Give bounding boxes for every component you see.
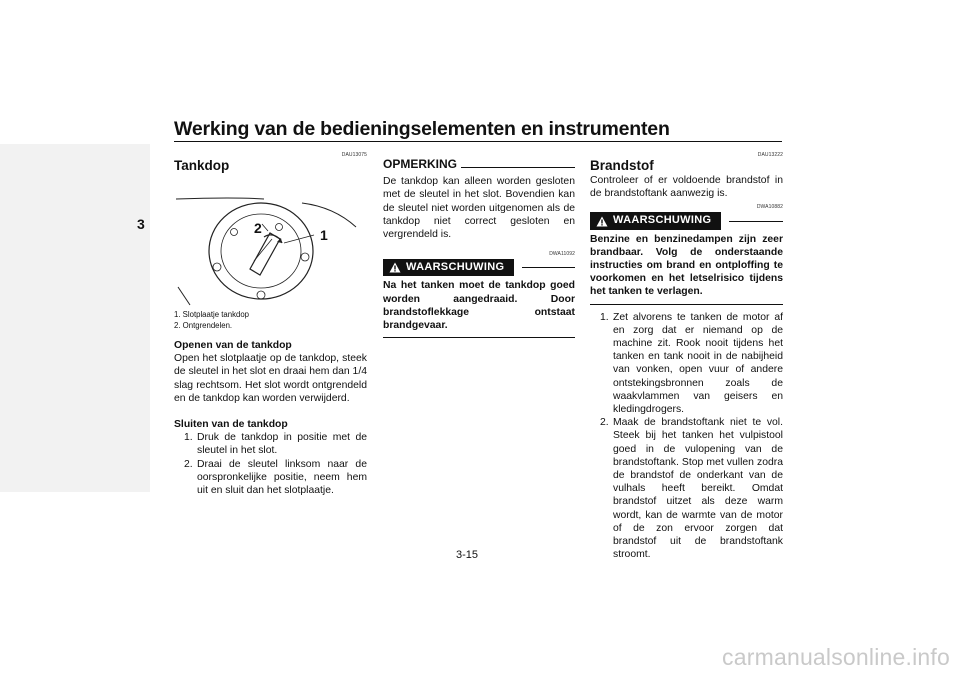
figure-captions: [174, 309, 367, 331]
caption-item: 1. Slotplaatje tankdop: [174, 310, 249, 319]
warning-rule: [522, 267, 575, 268]
fuel-cap-figure: [174, 177, 367, 307]
list-item: 1. Druk de tankdop in positie met de sleutel in het slot.: [184, 432, 367, 457]
warning-text: Benzine en benzinedampen zijn zeer brandbaar. Volg de onderstaande instructies om brand en ontploffing te voorkomen en het letselrisico tijdens het tanken te verlagen.: [590, 233, 783, 298]
page-title: Werking van de bedieningselementen en instrumenten: [174, 118, 670, 140]
intro-text: Controleer of er voldoende brandstof in de brandstoftank aanwezig is.: [590, 175, 783, 200]
warning-triangle-icon: [596, 216, 608, 227]
header-rule: [174, 141, 782, 142]
note-heading: [383, 158, 575, 171]
section-title-tankdop: Tankdop: [174, 158, 230, 173]
section-code: DAU13222: [757, 152, 783, 158]
close-heading: Sluiten van de tankdop: [174, 419, 288, 431]
warning-heading: [590, 212, 783, 229]
warning-badge: [590, 212, 721, 229]
warning-label: WAARSCHUWING: [613, 214, 712, 227]
open-text: Open het slotplaatje op de tankdop, steek de sleutel in het slot en draai hem dan 1/4 slag rechtsom. Het slot wordt ontgrendeld en de tankdop kan worden verwijderd.: [174, 353, 367, 404]
figure-callout-1: 1: [320, 227, 328, 243]
figure-callout-2: 2: [254, 220, 262, 236]
caption-item: 2. Ontgrendelen.: [174, 321, 233, 330]
warning-text: Na het tanken moet de tankdop goed worden aangedraaid. Door brandstoflekkage ontstaat brandgevaar.: [383, 280, 575, 332]
list-item: 2. Draai de sleutel linksom naar de oorspronkelijke positie, neem hem uit en sluit dan het slotplaatje.: [184, 458, 367, 497]
column-brandstof: [590, 152, 783, 561]
watermark: carmanualsonline.info: [722, 644, 950, 670]
section-title-brandstof: Brandstof: [590, 158, 654, 173]
chapter-number: 3: [137, 216, 145, 232]
note-text: De tankdop kan alleen worden gesloten met de sleutel in het slot. Bovendien kan de sleutel niet worden uitgenomen als de tankdop niet correct gesloten en vergrendeld is.: [383, 176, 575, 241]
warning-heading: [383, 259, 575, 276]
close-steps: [174, 431, 367, 497]
column-tankdop: [174, 152, 367, 497]
warning-end-rule: [383, 337, 575, 338]
list-item: 2. Maak de brandstoftank niet te vol. Steek bij het tanken het vulpistool goed in de vulopening van de brandstoftank. Stop met vullen zodra de brandstof de onderkant van de vulhals heeft bereikt. Omdat brandstof uitzet als deze warm wordt, kan de warmte van de motor of de zon ervoor zorgen dat brandstof uit de brandstoftank stroomt.: [600, 417, 783, 561]
note-rule: [461, 167, 575, 168]
fuel-cap-illustration: [174, 177, 367, 307]
page-number: 3-15: [456, 549, 479, 561]
warning-code: DWA11092: [549, 251, 575, 258]
chapter-tab: [0, 144, 150, 492]
open-heading: Openen van de tankdop: [174, 340, 292, 351]
warning-badge: [383, 259, 514, 276]
column-opmerking: [383, 152, 575, 338]
note-title: OPMERKING: [383, 157, 458, 171]
warning-triangle-icon: [389, 262, 401, 273]
warning-label: WAARSCHUWING: [406, 261, 505, 274]
section-code: DAU13075: [341, 152, 367, 158]
warning-code: DWA10882: [756, 204, 783, 211]
list-item: 1. Zet alvorens te tanken de motor af en zorg dat er niemand op de machine zit. Rook nooit tijdens het tanken en tank nooit in de nabijheid van vonken, open vuur of andere ontstekingsbronnen zoals de waakvlammen van geisers en kledingdrogers.: [600, 311, 783, 416]
fuel-steps: [590, 311, 783, 562]
warning-rule: [729, 221, 783, 222]
